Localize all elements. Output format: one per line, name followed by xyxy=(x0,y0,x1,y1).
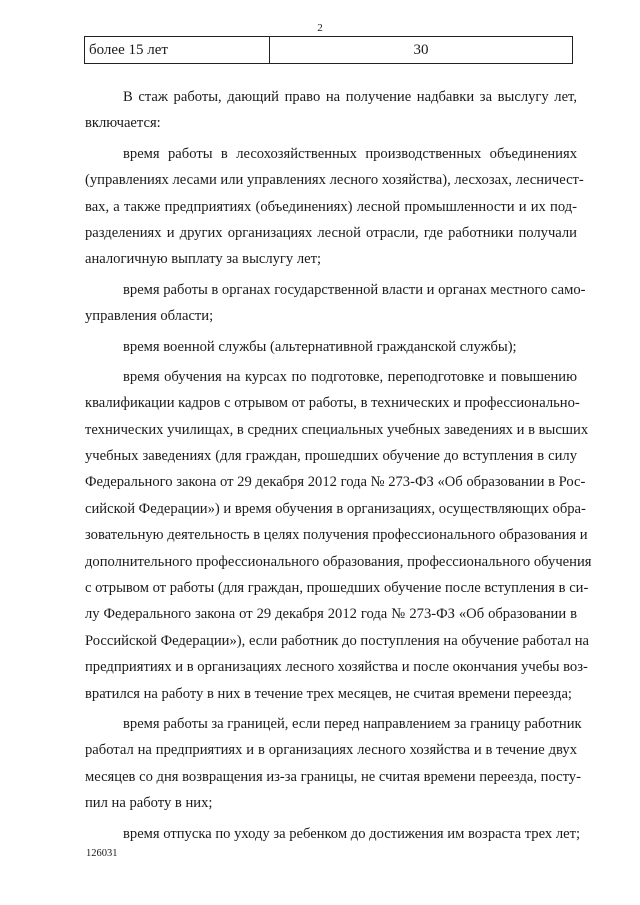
paragraph-line: учебных заведениях (для граждан, прошедших обучение до вступления в силу xyxy=(85,448,577,465)
paragraph-line: пил на работу в них; xyxy=(85,795,213,812)
paragraph-line: зовательную деятельность в целях получения профессионального образования и xyxy=(85,527,588,544)
paragraph-line: (управлениях лесами или управлениях лесного хозяйства), лесхозах, лесничест- xyxy=(85,172,584,189)
page-number: 2 xyxy=(317,22,323,34)
paragraph xyxy=(85,711,582,817)
paragraph-line: с отрывом от работы (для граждан, прошедших обучение после вступления в си- xyxy=(85,580,589,597)
paragraph-line: время военной службы (альтернативной гражданской службы); xyxy=(123,338,517,355)
paragraph-line: месяцев со дня возвращения из-за границы, не считая времени переезда, посту- xyxy=(85,768,581,785)
table-cell-period: более 15 лет xyxy=(85,37,270,64)
paragraph-line: включается: xyxy=(85,115,161,132)
paragraph-line: время отпуска по уходу за ребенком до достижения им возраста трех лет; xyxy=(123,825,581,842)
seniority-table xyxy=(84,36,573,64)
table-cell-percent: 30 xyxy=(270,37,573,64)
paragraph-line: аналогичную выплату за выслугу лет; xyxy=(85,251,322,268)
paragraph-line: В стаж работы, дающий право на получение надбавки за выслугу лет, xyxy=(123,89,577,105)
paragraph-line: разделениях и других организациях лесной отрасли, где работники получали xyxy=(85,224,577,241)
paragraph-line: время обучения на курсах по подготовке, переподготовке и повышению xyxy=(123,368,577,385)
paragraph-line: вах, а также предприятиях (объединениях) лесной промышленности и их под- xyxy=(85,198,577,215)
paragraph xyxy=(85,141,584,273)
paragraph xyxy=(85,334,577,360)
paragraph-line: работал на предприятиях и в организациях лесного хозяйства и в течение двух xyxy=(85,742,577,759)
paragraph-line: Федерального закона от 29 декабря 2012 года № 273-ФЗ «Об образовании в Рос- xyxy=(85,474,586,491)
paragraph-line: Российской Федерации»), если работник до поступления на обучение работал на xyxy=(85,632,590,649)
paragraph xyxy=(85,277,586,330)
paragraph-line: квалификации кадров с отрывом от работы, в технических и профессионально- xyxy=(85,395,580,412)
document-code: 126031 xyxy=(86,848,118,859)
paragraph-line: управления области; xyxy=(85,308,214,325)
paragraph-line: вратился на работу в них в течение трех месяцев, не считая времени переезда; xyxy=(85,685,572,702)
paragraph-line: время работы в лесохозяйственных производственных объединениях xyxy=(123,145,577,162)
paragraph xyxy=(85,364,592,707)
paragraph xyxy=(85,821,581,847)
paragraph-line: сийской Федерации») и время обучения в организациях, осуществляющих обра- xyxy=(85,500,586,517)
paragraph xyxy=(85,84,577,137)
table-row xyxy=(85,37,573,64)
paragraph-line: время работы в органах государственной власти и органах местного само- xyxy=(123,281,586,298)
paragraph-line: лу Федерального закона от 29 декабря 2012 года № 273-ФЗ «Об образовании в xyxy=(85,606,577,623)
document-body xyxy=(85,84,592,847)
paragraph-line: дополнительного профессионального образования, профессионального обучения xyxy=(85,553,592,570)
paragraph-line: предприятиях и в организациях лесного хозяйства и после окончания учебы воз- xyxy=(85,659,588,676)
paragraph-line: технических училищах, в средних специальных учебных заведениях и в высших xyxy=(85,421,589,438)
paragraph-line: время работы за границей, если перед направлением за границу работник xyxy=(123,715,582,732)
